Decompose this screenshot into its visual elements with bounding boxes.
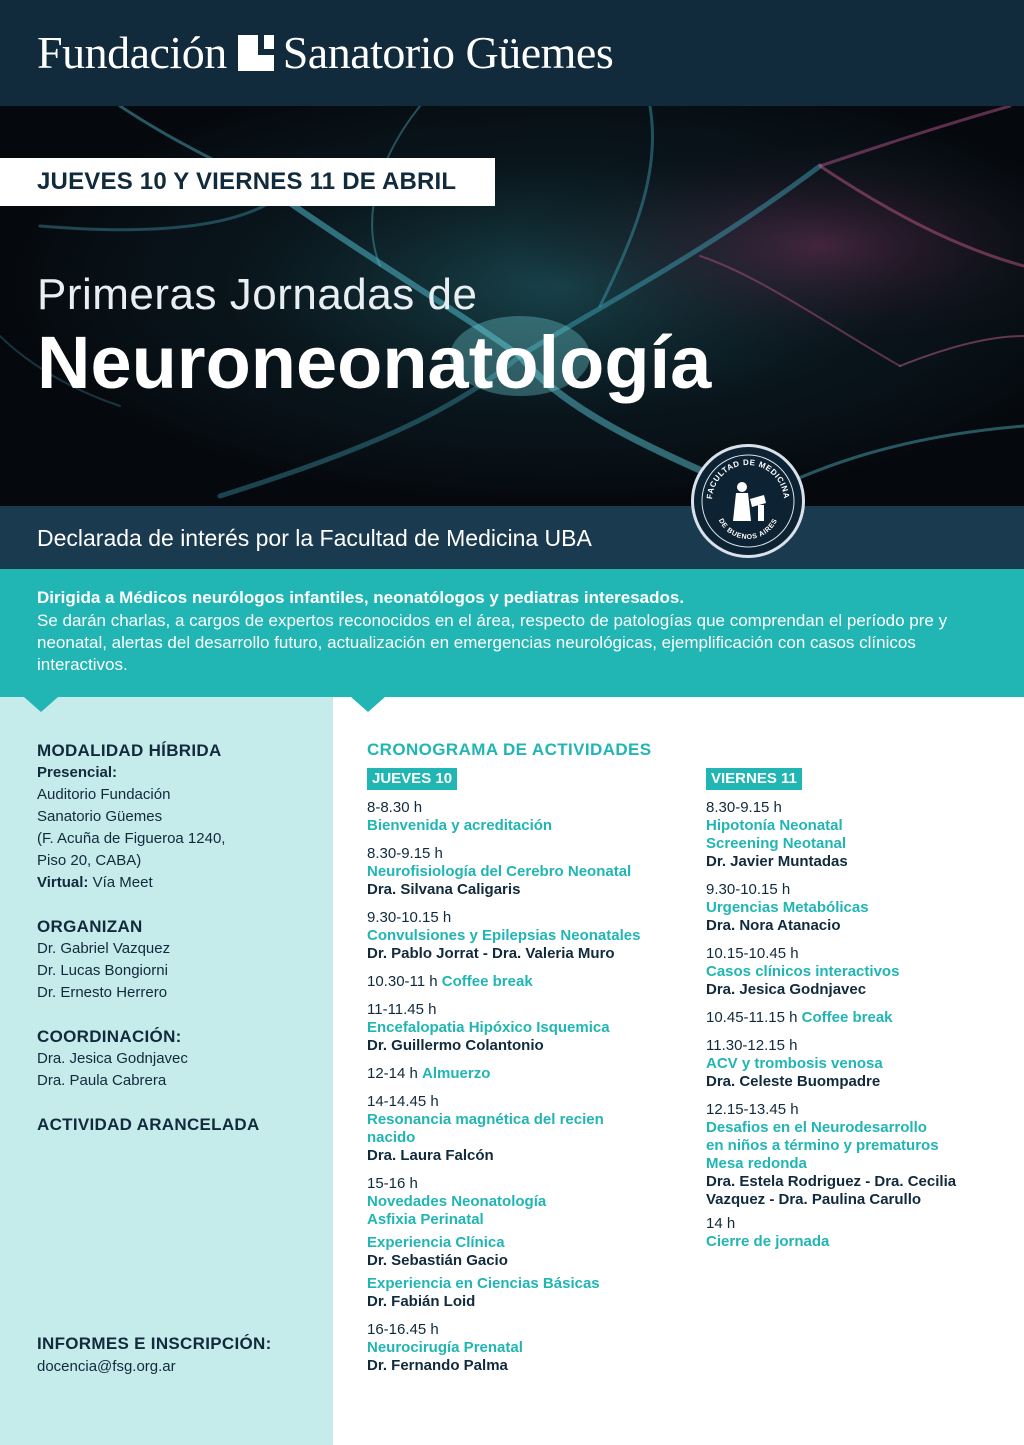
logo-mark-icon [238, 35, 274, 71]
notch-left [24, 697, 58, 712]
d2-entry-5 [706, 1037, 883, 1091]
d1-entry-2 [367, 845, 631, 899]
d1-entry-11 [367, 1321, 523, 1375]
entry-title: Coffee break [441, 973, 533, 990]
entry-speaker-cont: Vazquez - Dra. Paulina Carullo [706, 1191, 922, 1208]
d1-entry-3 [367, 909, 640, 963]
svg-text:DE BUENOS AIRES [717, 518, 779, 542]
virtual-label: Virtual: [37, 874, 89, 891]
entry-time: 11-11.45 h [367, 1001, 437, 1018]
entry-title: Bienvenida y acreditación [367, 817, 553, 834]
d1-entry-6 [367, 1065, 490, 1083]
seal-emblem-icon [694, 447, 802, 555]
presencial-label [37, 762, 117, 784]
entry-speaker: Dr. Guillermo Colantonio [367, 1037, 544, 1054]
event-pretitle: Primeras Jornadas de [37, 270, 478, 319]
entry-speaker: Dra. Nora Atanacio [706, 917, 841, 934]
d1-entry-4 [367, 973, 533, 991]
contact-email[interactable]: docencia@fsg.org.ar [37, 1358, 176, 1375]
logo-text-left: Fundación [37, 27, 227, 78]
informes-heading: INFORMES E INSCRIPCIÓN: [37, 1334, 272, 1353]
header-bar [0, 0, 1024, 106]
entry-title: Neurofisiología del Cerebro Neonatal [367, 863, 632, 880]
organizan-heading: ORGANIZAN [37, 917, 143, 936]
address-line-2: Sanatorio Güemes [37, 808, 163, 825]
entry-time: 10.15-10.45 h [706, 945, 799, 962]
entry-title: Almuerzo [422, 1065, 491, 1082]
d1-entry-7 [367, 1093, 604, 1165]
entry-title-cont: nacido [367, 1129, 416, 1146]
entry-title: Casos clínicos interactivos [706, 963, 900, 980]
organizer-2: Dr. Lucas Bongiorni [37, 962, 168, 979]
org-logo [37, 26, 613, 79]
d2-entry-7 [706, 1215, 829, 1251]
entry-speaker: Dra. Jesica Godnjavec [706, 981, 867, 998]
d2-entry-2 [706, 881, 869, 935]
entry-time: 10.45-11.15 h [706, 1009, 798, 1026]
entry-title: Experiencia Clínica [367, 1234, 505, 1251]
entry-title: Resonancia magnética del recien [367, 1111, 604, 1128]
entry-speaker: Dr. Javier Muntadas [706, 853, 848, 870]
entry-title: Hipotonía Neonatal [706, 817, 843, 834]
day2-badge: VIERNES 11 [706, 768, 802, 790]
entry-title: Experiencia en Ciencias Básicas [367, 1275, 600, 1292]
entry-speaker: Dr. Fabián Loid [367, 1293, 476, 1310]
modalidad-heading: MODALIDAD HÍBRIDA [37, 741, 222, 760]
entry-title: Urgencias Metabólicas [706, 899, 869, 916]
entry-title: Novedades Neonatología [367, 1193, 547, 1210]
entry-title: Convulsiones y Epilepsias Neonatales [367, 927, 641, 944]
notch-right [351, 697, 385, 712]
entry-title-cont: Screening Neotanal [706, 835, 847, 852]
hero-banner [0, 106, 1024, 506]
coordinator-1: Dra. Jesica Godnjavec [37, 1050, 188, 1067]
entry-time: 12-14 h [367, 1065, 418, 1082]
entry-time: 12.15-13.45 h [706, 1101, 799, 1118]
d1-entry-1 [367, 799, 552, 835]
d2-entry-3 [706, 945, 899, 999]
address-line-4: Piso 20, CABA) [37, 852, 142, 869]
entry-title: Desafios en el Neurodesarrollo [706, 1119, 927, 1136]
entry-time: 15-16 h [367, 1175, 418, 1192]
entry-title: Encefalopatia Hipóxico Isquemica [367, 1019, 610, 1036]
entry-time: 8-8.30 h [367, 799, 423, 816]
entry-time: 14-14.45 h [367, 1093, 439, 1110]
seal-bottom-text: DE BUENOS AIRES [716, 517, 780, 542]
entry-time: 11.30-12.15 h [706, 1037, 798, 1054]
d1-entry-9 [367, 1234, 508, 1270]
d2-entry-6 [706, 1101, 956, 1209]
entry-time: 8.30-9.15 h [706, 799, 782, 816]
virtual-value: Vía Meet [92, 874, 153, 891]
declared-text: Declarada de interés por la Facultad de Medicina UBA [37, 525, 592, 551]
entry-time: 14 h [706, 1215, 736, 1232]
virtual-line [37, 872, 153, 894]
address-line-3: (F. Acuña de Figueroa 1240, [37, 830, 226, 847]
intro-section [0, 569, 1024, 697]
entry-time: 16-16.45 h [367, 1321, 439, 1338]
logo-text-right: Sanatorio Güemes [282, 27, 614, 78]
entry-title: Neurocirugía Prenatal [367, 1339, 523, 1356]
organizer-1: Dr. Gabriel Vazquez [37, 940, 171, 957]
entry-time: 8.30-9.15 h [367, 845, 443, 862]
schedule-title: CRONOGRAMA DE ACTIVIDADES [367, 740, 652, 759]
coordinacion-heading: COORDINACIÓN: [37, 1027, 182, 1046]
entry-time: 9.30-10.15 h [367, 909, 452, 926]
intro-lead: Dirigida a Médicos neurólogos infantiles, neonatólogos y pediatras interesados. [37, 588, 685, 607]
presencial-label-text: Presencial: [37, 764, 118, 781]
d2-entry-4 [706, 1009, 893, 1027]
entry-speaker: Dra. Estela Rodriguez - Dra. Cecilia [706, 1173, 957, 1190]
uba-seal [691, 444, 805, 558]
entry-title-cont: en niños a término y prematuros [706, 1137, 939, 1154]
entry-speaker: Dra. Celeste Buompadre [706, 1073, 881, 1090]
event-title: Neuroneonatología [37, 321, 712, 404]
coordinator-2: Dra. Paula Cabrera [37, 1072, 167, 1089]
entry-subtitle: Mesa redonda [706, 1155, 807, 1172]
organizer-3: Dr. Ernesto Herrero [37, 984, 168, 1001]
seal-top-text: FACULTAD DE MEDICINA [705, 457, 792, 500]
entry-speaker: Dr. Sebastián Gacio [367, 1252, 508, 1269]
day1-badge: JUEVES 10 [367, 768, 457, 790]
event-date: JUEVES 10 Y VIERNES 11 DE ABRIL [0, 158, 495, 206]
entry-title: ACV y trombosis venosa [706, 1055, 883, 1072]
d1-entry-10 [367, 1275, 600, 1311]
entry-title: Coffee break [801, 1009, 893, 1026]
entry-speaker: Dr. Pablo Jorrat - Dra. Valeria Muro [367, 945, 615, 962]
entry-title-cont: Asfixia Perinatal [367, 1211, 484, 1228]
entry-speaker: Dr. Fernando Palma [367, 1357, 508, 1374]
entry-speaker: Dra. Laura Falcón [367, 1147, 494, 1164]
address-line-1: Auditorio Fundación [37, 786, 171, 803]
entry-time: 9.30-10.15 h [706, 881, 791, 898]
entry-time: 10.30-11 h [367, 973, 438, 990]
intro-body: Se darán charlas, a cargos de expertos reconocidos en el área, respecto de patologías que comprendan el período pre y neonatal, alertas del desarrollo futuro, actualización en emergencias neurológicas, ejemplificación con casos clínicos interactivos. [37, 611, 948, 674]
arancelada-label: ACTIVIDAD ARANCELADA [37, 1115, 260, 1134]
d1-entry-8 [367, 1175, 546, 1229]
entry-title: Cierre de jornada [706, 1233, 830, 1250]
entry-speaker: Dra. Silvana Caligaris [367, 881, 521, 898]
declared-bar [0, 506, 1024, 569]
d1-entry-5 [367, 1001, 610, 1055]
d2-entry-1 [706, 799, 848, 871]
